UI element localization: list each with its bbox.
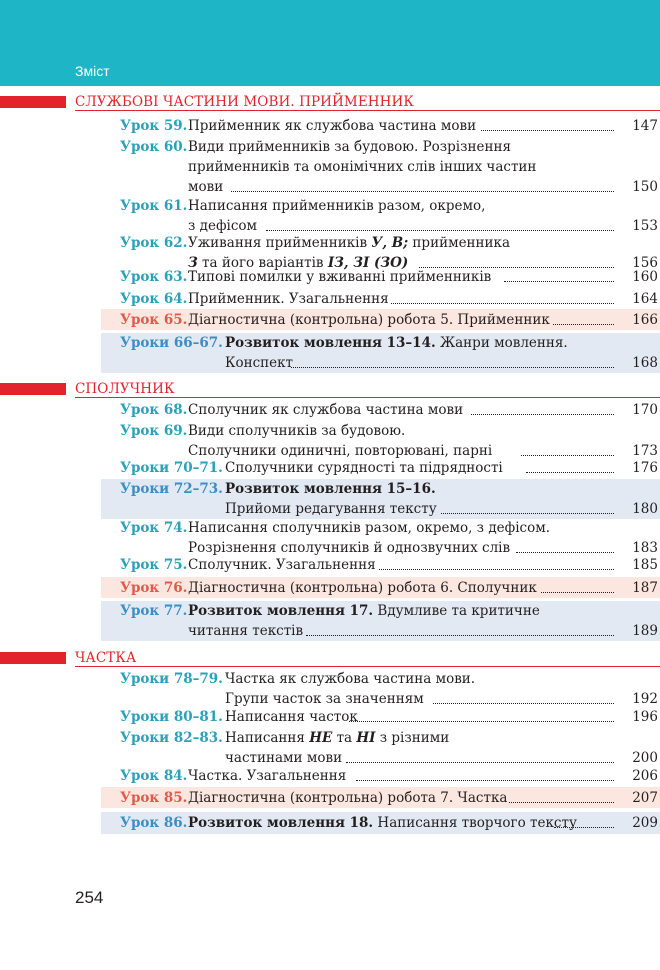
toc-entry[interactable]	[101, 400, 660, 420]
entry-text: з дефісом	[188, 218, 258, 234]
lesson-label: Урок 61.	[120, 198, 188, 214]
entry-text: Сполучник як службова частина мови	[188, 402, 464, 418]
dot-leader	[554, 808, 614, 828]
lesson-label: Уроки 70–71.	[120, 460, 223, 476]
toc-entry-test[interactable]	[101, 577, 660, 598]
entry-text: Написання сполучників разом, окремо, з дефісом.	[188, 520, 550, 536]
page-ref: 189	[632, 623, 658, 639]
page-ref: 153	[632, 218, 658, 234]
dot-leader	[441, 494, 614, 514]
entry-text: читання текстів	[188, 623, 304, 639]
page-ref: 183	[632, 540, 658, 556]
section-marker	[0, 652, 66, 664]
toc-entry[interactable]	[101, 196, 660, 236]
lesson-label: Урок 75.	[120, 557, 188, 573]
lesson-label: Уроки 80–81.	[120, 709, 223, 725]
entry-text: Написання часток	[225, 709, 358, 725]
section-marker	[0, 96, 66, 108]
toc-entry-test[interactable]	[101, 309, 660, 330]
header-title: Зміст	[75, 63, 110, 79]
dot-leader	[346, 743, 614, 763]
section-title: СПОЛУЧНИК	[75, 381, 175, 397]
lesson-label: Уроки 72–73.	[120, 481, 223, 497]
lesson-label: Уроки 66–67.	[120, 335, 223, 351]
toc-entry-speech[interactable]	[101, 601, 660, 641]
header-band	[0, 0, 660, 86]
page-ref: 196	[632, 709, 658, 725]
page-ref: 164	[632, 291, 658, 307]
entry-text: Частка. Узагальнення	[188, 768, 347, 784]
entry-text: Написання прийменників разом, окремо,	[188, 198, 486, 214]
page-ref: 160	[632, 269, 658, 285]
dot-leader	[433, 684, 614, 704]
entry-text: Прийменник. Узагальнення	[188, 291, 389, 307]
entry-text: Види сполучників за будовою.	[188, 423, 406, 439]
lesson-label: Урок 77.	[120, 603, 188, 619]
lesson-label: Урок 65.	[120, 312, 188, 328]
page-ref: 147	[632, 118, 658, 134]
lesson-label: Урок 69.	[120, 423, 188, 439]
entry-text: Прийменник як службова частина мови	[188, 118, 477, 134]
toc-entry-speech[interactable]	[101, 479, 660, 519]
page-ref: 206	[632, 768, 658, 784]
toc-entry[interactable]	[101, 137, 660, 197]
entry-text: Жанри мовлення.	[439, 335, 568, 351]
section-particles	[0, 650, 660, 666]
entry-text: Діагностична (контрольна) робота 5. Прийменник	[188, 312, 550, 328]
entry-text: Уживання прийменників У, В; прийменника	[188, 235, 511, 251]
toc-entry[interactable]	[101, 707, 660, 727]
entry-bold: Розвиток мовлення 15–16.	[225, 481, 436, 497]
page-ref: 207	[632, 790, 658, 806]
entry-text: Сполучники сурядності та підрядності	[225, 460, 503, 476]
lesson-label: Урок 59.	[120, 118, 188, 134]
dot-leader	[379, 550, 614, 570]
dot-leader	[504, 262, 614, 282]
entry-text: Діагностична (контрольна) робота 7. Частка	[188, 790, 508, 806]
page-ref: 209	[632, 815, 658, 831]
entry-text: Написання НЕ та НІ з різними	[225, 730, 450, 746]
page-number: 254	[75, 888, 104, 907]
lesson-label: Урок 64.	[120, 291, 188, 307]
lesson-label: Урок 74.	[120, 520, 188, 536]
page-ref: 170	[632, 402, 658, 418]
entry-text: Розрізнення сполучників й однозвучних слів	[188, 540, 511, 556]
entry-text: прийменників та омонімічних слів інших частин	[188, 159, 537, 175]
dot-leader	[349, 702, 614, 722]
section-marker	[0, 383, 66, 395]
page-ref: 200	[632, 750, 658, 766]
section-prepositions	[0, 94, 660, 110]
toc-entry[interactable]	[101, 555, 660, 575]
page-ref: 180	[632, 501, 658, 517]
page-ref: 150	[632, 179, 658, 195]
page-ref: 173	[632, 443, 658, 459]
lesson-label: Урок 86.	[120, 815, 188, 831]
lesson-label: Урок 68.	[120, 402, 188, 418]
toc-entry-speech[interactable]	[101, 812, 660, 834]
entry-text: Вдумливе та критичне	[377, 603, 540, 619]
dot-leader	[526, 453, 614, 473]
dot-leader	[356, 761, 614, 781]
lesson-label: Урок 62.	[120, 235, 188, 251]
entry-text: Сполучники одиничні, повторювані, парні	[188, 443, 493, 459]
lesson-label: Урок 85.	[120, 790, 188, 806]
page-ref: 156	[632, 255, 658, 271]
section-title: СЛУЖБОВІ ЧАСТИНИ МОВИ. ПРИЙМЕННИК	[75, 94, 414, 110]
page-ref: 176	[632, 460, 658, 476]
lesson-label: Урок 60.	[120, 139, 188, 155]
lesson-label: Урок 63.	[120, 269, 188, 285]
entry-text: Групи часток за значенням	[225, 691, 424, 707]
section-title: ЧАСТКА	[75, 650, 137, 666]
dot-leader	[291, 348, 614, 368]
entry-text: Конспект	[225, 355, 294, 371]
page-ref: 168	[632, 355, 658, 371]
toc-entry[interactable]	[101, 116, 660, 136]
section-rule	[75, 666, 660, 667]
page-ref: 187	[632, 580, 658, 596]
page-ref: 166	[632, 312, 658, 328]
dot-leader	[231, 172, 614, 192]
dot-leader	[509, 783, 614, 803]
entry-text: частинами мови	[225, 750, 343, 766]
lesson-label: Уроки 82–83.	[120, 730, 223, 746]
dot-leader	[481, 111, 614, 131]
entry-text: Види прийменників за будовою. Розрізнення	[188, 139, 511, 155]
dot-leader	[553, 305, 614, 325]
entry-bold: Розвиток мовлення 13–14.	[225, 335, 436, 351]
entry-bold: Розвиток мовлення 17.	[188, 603, 374, 619]
toc-entry-test[interactable]	[101, 787, 660, 808]
lesson-label: Урок 84.	[120, 768, 188, 784]
toc-entry[interactable]	[101, 458, 660, 478]
lesson-label: Урок 76.	[120, 580, 188, 596]
entry-text: Сполучник. Узагальнення	[188, 557, 376, 573]
lesson-label: Уроки 78–79.	[120, 671, 223, 687]
dot-leader	[541, 573, 614, 593]
entry-text: Частка як службова частина мови.	[225, 671, 476, 687]
entry-text: Написання творчого тексту	[377, 815, 577, 831]
dot-leader	[266, 211, 614, 231]
dot-leader	[471, 395, 614, 415]
entry-text: Діагностична (контрольна) робота 6. Сполучник	[188, 580, 537, 596]
entry-text: Прийоми редагування тексту	[225, 501, 437, 517]
entry-bold: Розвиток мовлення 18.	[188, 815, 374, 831]
dot-leader	[306, 616, 614, 636]
entry-text: мови	[188, 179, 224, 195]
page-ref: 192	[632, 691, 658, 707]
entry-text: З та його варіантів ІЗ, ЗІ (ЗО)	[188, 255, 409, 271]
toc-entry-speech[interactable]	[101, 333, 660, 373]
page-ref: 185	[632, 557, 658, 573]
dot-leader	[391, 284, 614, 304]
entry-text: Типові помилки у вживанні прийменників	[188, 269, 492, 285]
